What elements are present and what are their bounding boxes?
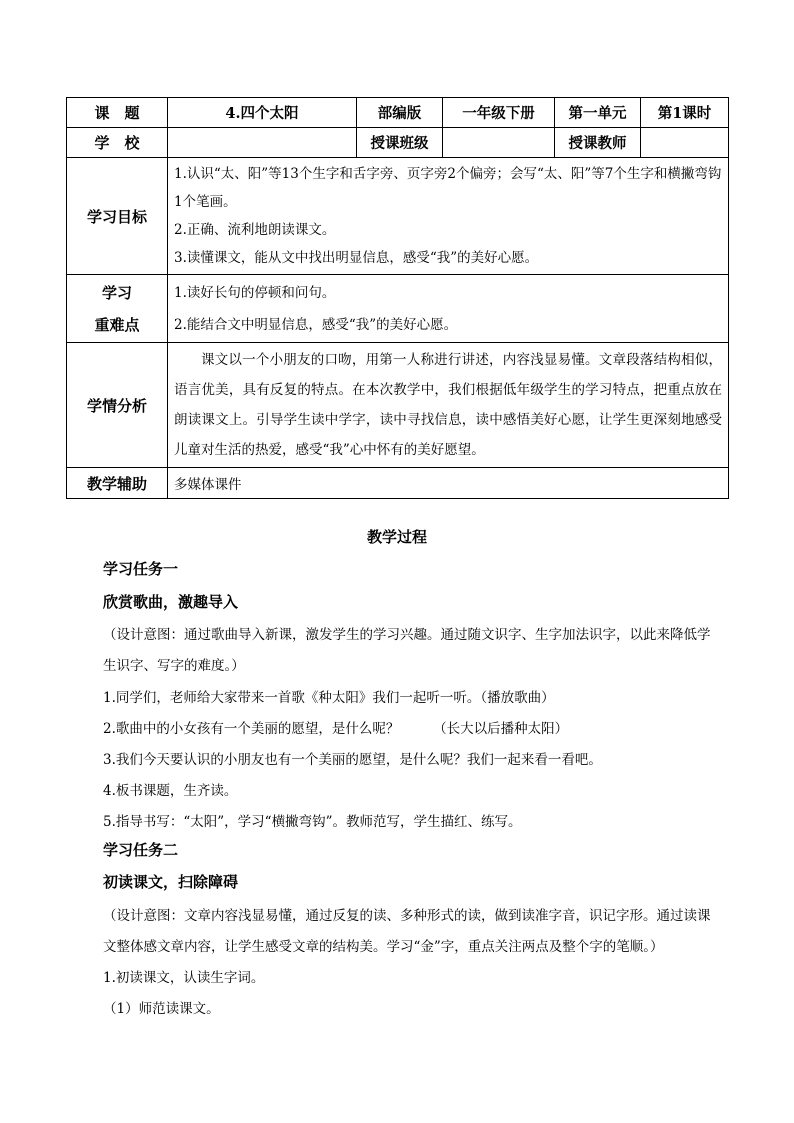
lesson-info-table xyxy=(66,97,729,499)
task2-step: （1）师范读课文。 xyxy=(103,1001,220,1017)
task2-intent-text: （设计意图：文章内容浅显易懂，通过反复的读、多种形式的读，做到读准字音，识记字形。通过读课文整体感文章内容，让学生感受文章的结构美。学习“金”字，重点关注两点及整个字的笔顺。） xyxy=(103,908,711,955)
task2-step: 1.初读课文，认读生字词。 xyxy=(103,970,265,986)
school-value xyxy=(168,128,357,158)
teacher-value xyxy=(641,128,729,158)
table-row-goals xyxy=(67,158,729,275)
goal-item: 2.正确、流利地朗读课文。 xyxy=(174,222,336,238)
task2-intent xyxy=(103,901,723,963)
table-row-school xyxy=(67,128,729,158)
task1-step: 1.同学们，老师给大家带来一首歌《种太阳》我们一起听一听。（播放歌曲） xyxy=(103,690,555,706)
task1-step: 5.指导书写：“太阳”，学习“横撇弯钩”。教师范写，学生描红、练写。 xyxy=(103,814,522,830)
school-label: 学 校 xyxy=(67,128,168,158)
table-row-aids xyxy=(67,468,729,499)
table-row-key-points xyxy=(67,275,729,343)
goal-item: 3.读懂课文，能从文中找出明显信息，感受“我”的美好心愿。 xyxy=(174,250,539,266)
teacher-label: 授课教师 xyxy=(555,128,641,158)
task1-intent xyxy=(103,620,723,682)
key-point-item: 1.读好长句的停顿和问句。 xyxy=(174,284,336,301)
key-points-label xyxy=(67,275,168,343)
key-point-item: 2.能结合文中明显信息，感受“我”的美好心愿。 xyxy=(174,316,458,333)
lesson-title-label: 课 题 xyxy=(67,98,168,128)
aids-value: 多媒体课件 xyxy=(168,468,729,499)
class-value xyxy=(443,128,555,158)
task2-subheading: 初读课文，扫除障碍 xyxy=(103,873,239,891)
key-points-label-line2: 重难点 xyxy=(94,315,140,334)
period: 第1课时 xyxy=(641,98,729,128)
lesson-title: 4.四个太阳 xyxy=(168,98,357,128)
goals-label: 学习目标 xyxy=(67,158,168,275)
aids-label: 教学辅助 xyxy=(67,468,168,499)
task1-subheading: 欣赏歌曲，激趣导入 xyxy=(103,593,239,611)
analysis-text: 课文以一个小朋友的口吻，用第一人称进行讲述，内容浅显易懂。文章段落结构相似，语言优美，具有反复的特点。在本次教学中，我们根据低年级学生的学习特点，把重点放在朗读课文上。引导学生读中学字，读中寻找信息，读中感悟美好心愿，让学生更深刻地感受儿童对生活的热爱，感受“我”心中怀有的美好愿望。 xyxy=(168,343,729,468)
key-points-content xyxy=(168,275,729,343)
grade: 一年级下册 xyxy=(443,98,555,128)
key-points-label-line1: 学习 xyxy=(101,283,132,302)
task1-heading: 学习任务一 xyxy=(103,560,179,578)
goal-item: 1.认识“太、阳”等13个生字和舌字旁、页字旁2个偏旁；会写“太、阳”等7个生字和横撇弯钩1个笔画。 xyxy=(174,166,722,210)
class-label: 授课班级 xyxy=(357,128,443,158)
task1-step: 3.我们今天要认识的小朋友也有一个美丽的愿望，是什么呢？我们一起来看一看吧。 xyxy=(103,752,602,768)
table-row-analysis xyxy=(67,343,729,468)
table-row-title xyxy=(67,98,729,128)
analysis-label: 学情分析 xyxy=(67,343,168,468)
task1-step: 4.板书课题，生齐读。 xyxy=(103,783,238,799)
process-title: 教学过程 xyxy=(366,528,427,546)
goals-content xyxy=(168,158,729,275)
task2-heading: 学习任务二 xyxy=(103,841,179,859)
unit: 第一单元 xyxy=(555,98,641,128)
task1-intent-text: （设计意图：通过歌曲导入新课，激发学生的学习兴趣。通过随文识字、生字加法识字，以此来降低学生识字、写字的难度。） xyxy=(103,627,711,674)
edition: 部编版 xyxy=(357,98,443,128)
task1-step: 2.歌曲中的小女孩有一个美丽的愿望，是什么呢？ （长大以后播种太阳） xyxy=(103,721,569,737)
